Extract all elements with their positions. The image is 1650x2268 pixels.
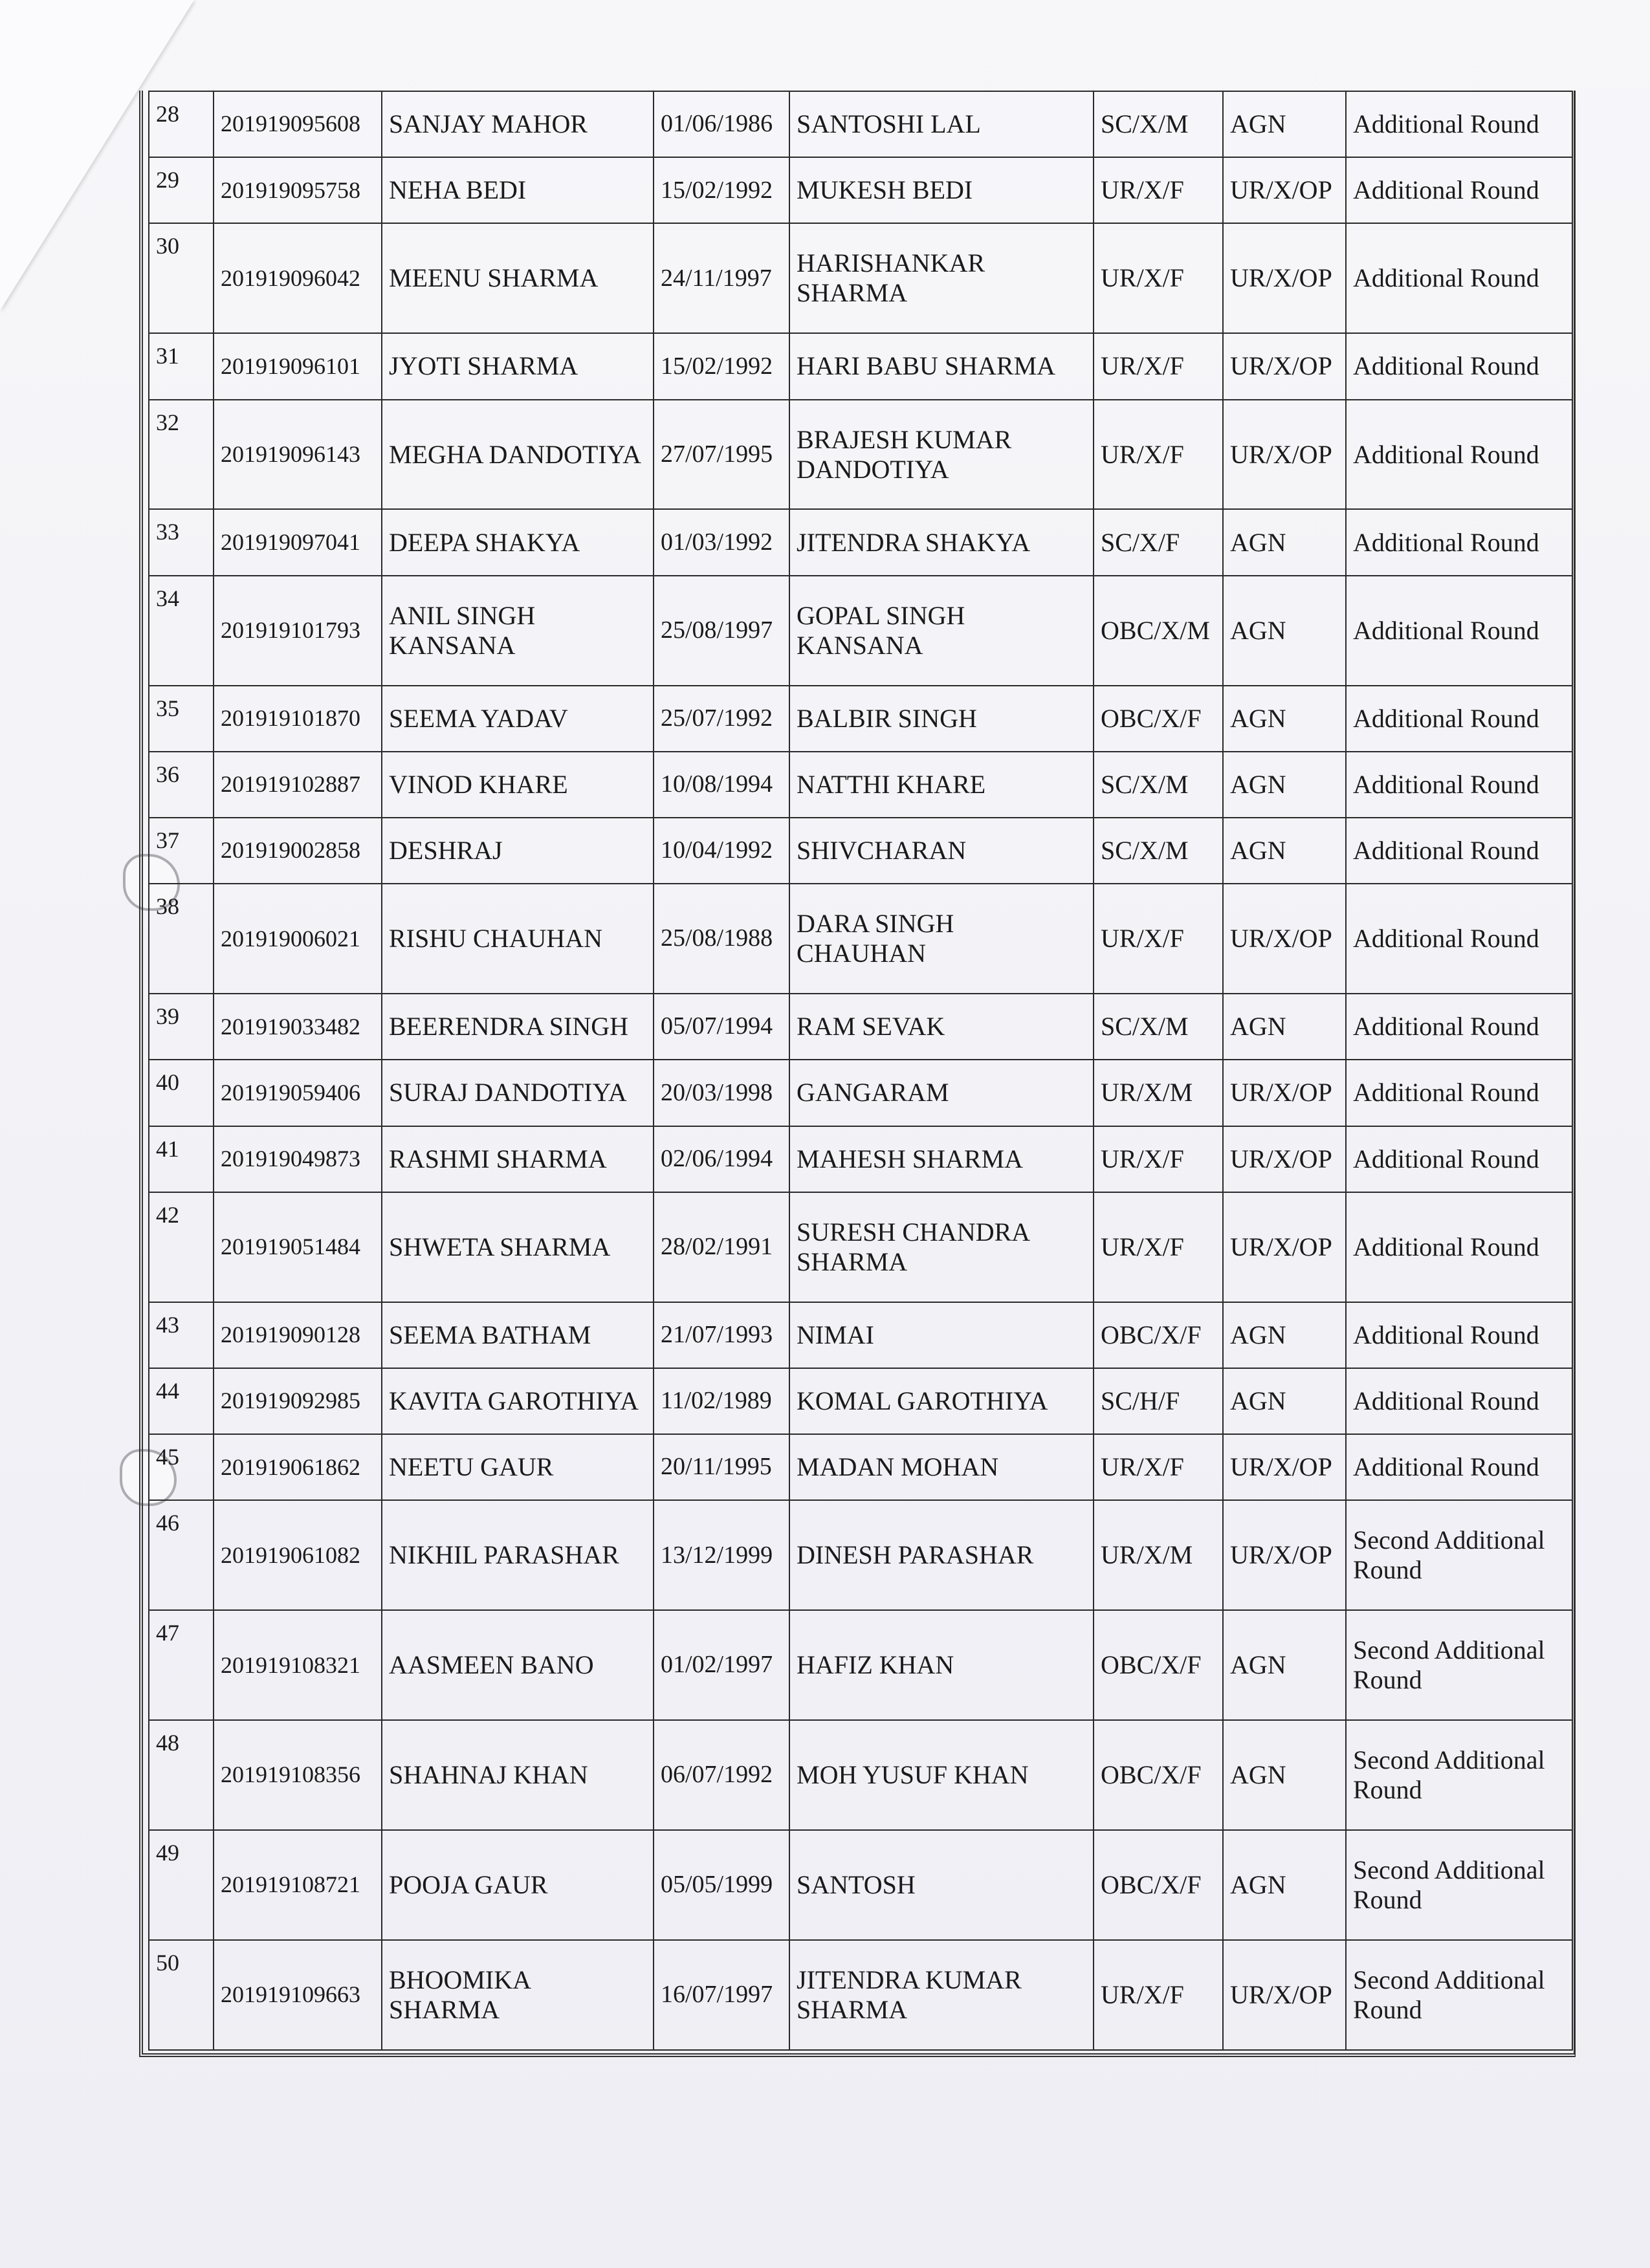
registration-number-cell: 201919090128 bbox=[214, 1302, 382, 1368]
round-cell: Additional Round bbox=[1346, 1434, 1572, 1500]
date-of-birth-cell: 28/02/1991 bbox=[654, 1192, 789, 1302]
category-cell: SC/X/M bbox=[1094, 994, 1223, 1060]
father-name-cell: NIMAI bbox=[789, 1302, 1094, 1368]
candidate-name-cell: SHAHNAJ KHAN bbox=[382, 1720, 654, 1830]
father-name-cell: HARI BABU SHARMA bbox=[789, 333, 1094, 399]
serial-number-cell: 37 bbox=[149, 818, 214, 884]
candidate-name-cell: SEEMA YADAV bbox=[382, 686, 654, 752]
date-of-birth-cell: 16/07/1997 bbox=[654, 1940, 789, 2050]
registration-number-cell: 201919102887 bbox=[214, 752, 382, 818]
candidate-name-cell: NIKHIL PARASHAR bbox=[382, 1500, 654, 1610]
category-cell: OBC/X/F bbox=[1094, 1302, 1223, 1368]
registration-number-cell: 201919108321 bbox=[214, 1610, 382, 1720]
round-cell: Additional Round bbox=[1346, 1192, 1572, 1302]
round-cell: Additional Round bbox=[1346, 509, 1572, 575]
quota-cell: UR/X/OP bbox=[1223, 1192, 1346, 1302]
father-name-cell: MAHESH SHARMA bbox=[789, 1126, 1094, 1192]
date-of-birth-cell: 20/03/1998 bbox=[654, 1060, 789, 1126]
round-cell: Second Additional Round bbox=[1346, 1500, 1572, 1610]
registration-number-cell: 201919101793 bbox=[214, 576, 382, 686]
quota-cell: AGN bbox=[1223, 1302, 1346, 1368]
date-of-birth-cell: 15/02/1992 bbox=[654, 157, 789, 223]
category-cell: UR/X/F bbox=[1094, 400, 1223, 510]
candidate-name-cell: DEEPA SHAKYA bbox=[382, 509, 654, 575]
candidate-name-cell: BHOOMIKA SHARMA bbox=[382, 1940, 654, 2050]
category-cell: UR/X/F bbox=[1094, 884, 1223, 994]
category-cell: SC/X/M bbox=[1094, 818, 1223, 884]
category-cell: SC/X/M bbox=[1094, 752, 1223, 818]
table-row bbox=[149, 994, 1572, 1060]
round-cell: Additional Round bbox=[1346, 576, 1572, 686]
father-name-cell: DARA SINGH CHAUHAN bbox=[789, 884, 1094, 994]
registration-number-cell: 201919092985 bbox=[214, 1368, 382, 1434]
category-cell: OBC/X/M bbox=[1094, 576, 1223, 686]
candidate-name-cell: SEEMA BATHAM bbox=[382, 1302, 654, 1368]
date-of-birth-cell: 06/07/1992 bbox=[654, 1720, 789, 1830]
serial-number-cell: 30 bbox=[149, 223, 214, 333]
registration-number-cell: 201919108721 bbox=[214, 1830, 382, 1940]
father-name-cell: SHIVCHARAN bbox=[789, 818, 1094, 884]
quota-cell: UR/X/OP bbox=[1223, 1126, 1346, 1192]
round-cell: Additional Round bbox=[1346, 686, 1572, 752]
category-cell: UR/X/M bbox=[1094, 1060, 1223, 1126]
registration-number-cell: 201919095608 bbox=[214, 91, 382, 157]
registration-number-cell: 201919096143 bbox=[214, 400, 382, 510]
category-cell: UR/X/F bbox=[1094, 1192, 1223, 1302]
registration-number-cell: 201919096101 bbox=[214, 333, 382, 399]
serial-number-cell: 44 bbox=[149, 1368, 214, 1434]
round-cell: Additional Round bbox=[1346, 818, 1572, 884]
table-row bbox=[149, 1940, 1572, 2050]
round-cell: Additional Round bbox=[1346, 400, 1572, 510]
candidate-table-body bbox=[149, 91, 1572, 2050]
date-of-birth-cell: 13/12/1999 bbox=[654, 1500, 789, 1610]
serial-number-cell: 42 bbox=[149, 1192, 214, 1302]
round-cell: Second Additional Round bbox=[1346, 1720, 1572, 1830]
date-of-birth-cell: 25/07/1992 bbox=[654, 686, 789, 752]
serial-number-cell: 49 bbox=[149, 1830, 214, 1940]
serial-number-cell: 32 bbox=[149, 400, 214, 510]
registration-number-cell: 201919061082 bbox=[214, 1500, 382, 1610]
date-of-birth-cell: 25/08/1988 bbox=[654, 884, 789, 994]
quota-cell: UR/X/OP bbox=[1223, 1434, 1346, 1500]
candidate-name-cell: KAVITA GAROTHIYA bbox=[382, 1368, 654, 1434]
father-name-cell: SANTOSH bbox=[789, 1830, 1094, 1940]
table-row bbox=[149, 509, 1572, 575]
serial-number-cell: 47 bbox=[149, 1610, 214, 1720]
registration-number-cell: 201919096042 bbox=[214, 223, 382, 333]
quota-cell: AGN bbox=[1223, 686, 1346, 752]
father-name-cell: SANTOSHI LAL bbox=[789, 91, 1094, 157]
round-cell: Additional Round bbox=[1346, 1060, 1572, 1126]
category-cell: UR/X/F bbox=[1094, 223, 1223, 333]
registration-number-cell: 201919033482 bbox=[214, 994, 382, 1060]
category-cell: OBC/X/F bbox=[1094, 1610, 1223, 1720]
round-cell: Second Additional Round bbox=[1346, 1610, 1572, 1720]
father-name-cell: MADAN MOHAN bbox=[789, 1434, 1094, 1500]
candidate-name-cell: SHWETA SHARMA bbox=[382, 1192, 654, 1302]
father-name-cell: HAFIZ KHAN bbox=[789, 1610, 1094, 1720]
date-of-birth-cell: 01/03/1992 bbox=[654, 509, 789, 575]
quota-cell: AGN bbox=[1223, 91, 1346, 157]
candidate-name-cell: SURAJ DANDOTIYA bbox=[382, 1060, 654, 1126]
father-name-cell: GANGARAM bbox=[789, 1060, 1094, 1126]
table-row bbox=[149, 1368, 1572, 1434]
serial-number-cell: 40 bbox=[149, 1060, 214, 1126]
date-of-birth-cell: 24/11/1997 bbox=[654, 223, 789, 333]
table-row bbox=[149, 576, 1572, 686]
serial-number-cell: 39 bbox=[149, 994, 214, 1060]
table-row bbox=[149, 1434, 1572, 1500]
registration-number-cell: 201919101870 bbox=[214, 686, 382, 752]
table-row bbox=[149, 333, 1572, 399]
date-of-birth-cell: 02/06/1994 bbox=[654, 1126, 789, 1192]
candidate-name-cell: RASHMI SHARMA bbox=[382, 1126, 654, 1192]
candidate-name-cell: VINOD KHARE bbox=[382, 752, 654, 818]
serial-number-cell: 41 bbox=[149, 1126, 214, 1192]
serial-number-cell: 45 bbox=[149, 1434, 214, 1500]
candidate-name-cell: MEENU SHARMA bbox=[382, 223, 654, 333]
category-cell: OBC/X/F bbox=[1094, 1830, 1223, 1940]
round-cell: Additional Round bbox=[1346, 157, 1572, 223]
father-name-cell: JITENDRA SHAKYA bbox=[789, 509, 1094, 575]
round-cell: Additional Round bbox=[1346, 91, 1572, 157]
table-row bbox=[149, 818, 1572, 884]
table-row bbox=[149, 752, 1572, 818]
candidate-name-cell: POOJA GAUR bbox=[382, 1830, 654, 1940]
category-cell: UR/X/F bbox=[1094, 1434, 1223, 1500]
category-cell: SC/H/F bbox=[1094, 1368, 1223, 1434]
table-row bbox=[149, 223, 1572, 333]
table-row bbox=[149, 1500, 1572, 1610]
round-cell: Additional Round bbox=[1346, 884, 1572, 994]
quota-cell: UR/X/OP bbox=[1223, 1500, 1346, 1610]
registration-number-cell: 201919109663 bbox=[214, 1940, 382, 2050]
round-cell: Additional Round bbox=[1346, 994, 1572, 1060]
table-row bbox=[149, 1060, 1572, 1126]
table-row bbox=[149, 1720, 1572, 1830]
registration-number-cell: 201919095758 bbox=[214, 157, 382, 223]
category-cell: UR/X/F bbox=[1094, 1126, 1223, 1192]
table-row bbox=[149, 1192, 1572, 1302]
candidate-name-cell: JYOTI SHARMA bbox=[382, 333, 654, 399]
round-cell: Additional Round bbox=[1346, 223, 1572, 333]
quota-cell: UR/X/OP bbox=[1223, 400, 1346, 510]
serial-number-cell: 48 bbox=[149, 1720, 214, 1830]
serial-number-cell: 28 bbox=[149, 91, 214, 157]
registration-number-cell: 201919059406 bbox=[214, 1060, 382, 1126]
candidate-name-cell: SANJAY MAHOR bbox=[382, 91, 654, 157]
candidate-name-cell: AASMEEN BANO bbox=[382, 1610, 654, 1720]
father-name-cell: GOPAL SINGH KANSANA bbox=[789, 576, 1094, 686]
table-row bbox=[149, 1830, 1572, 1940]
round-cell: Additional Round bbox=[1346, 752, 1572, 818]
table-frame bbox=[139, 91, 1576, 2057]
category-cell: OBC/X/F bbox=[1094, 1720, 1223, 1830]
father-name-cell: BRAJESH KUMAR DANDOTIYA bbox=[789, 400, 1094, 510]
date-of-birth-cell: 15/02/1992 bbox=[654, 333, 789, 399]
table-row bbox=[149, 1302, 1572, 1368]
round-cell: Second Additional Round bbox=[1346, 1940, 1572, 2050]
date-of-birth-cell: 11/02/1989 bbox=[654, 1368, 789, 1434]
serial-number-cell: 33 bbox=[149, 509, 214, 575]
quota-cell: AGN bbox=[1223, 994, 1346, 1060]
quota-cell: UR/X/OP bbox=[1223, 1060, 1346, 1126]
candidate-name-cell: NEHA BEDI bbox=[382, 157, 654, 223]
serial-number-cell: 38 bbox=[149, 884, 214, 994]
registration-number-cell: 201919097041 bbox=[214, 509, 382, 575]
quota-cell: UR/X/OP bbox=[1223, 333, 1346, 399]
serial-number-cell: 29 bbox=[149, 157, 214, 223]
table-row bbox=[149, 157, 1572, 223]
registration-number-cell: 201919002858 bbox=[214, 818, 382, 884]
date-of-birth-cell: 01/06/1986 bbox=[654, 91, 789, 157]
quota-cell: AGN bbox=[1223, 1610, 1346, 1720]
serial-number-cell: 36 bbox=[149, 752, 214, 818]
category-cell: SC/X/M bbox=[1094, 91, 1223, 157]
category-cell: OBC/X/F bbox=[1094, 686, 1223, 752]
candidate-name-cell: ANIL SINGH KANSANA bbox=[382, 576, 654, 686]
serial-number-cell: 31 bbox=[149, 333, 214, 399]
father-name-cell: RAM SEVAK bbox=[789, 994, 1094, 1060]
table-row bbox=[149, 884, 1572, 994]
quota-cell: AGN bbox=[1223, 1368, 1346, 1434]
quota-cell: UR/X/OP bbox=[1223, 884, 1346, 994]
table-row bbox=[149, 686, 1572, 752]
candidate-name-cell: BEERENDRA SINGH bbox=[382, 994, 654, 1060]
registration-number-cell: 201919108356 bbox=[214, 1720, 382, 1830]
father-name-cell: MOH YUSUF KHAN bbox=[789, 1720, 1094, 1830]
candidate-name-cell: RISHU CHAUHAN bbox=[382, 884, 654, 994]
round-cell: Additional Round bbox=[1346, 333, 1572, 399]
date-of-birth-cell: 01/02/1997 bbox=[654, 1610, 789, 1720]
date-of-birth-cell: 20/11/1995 bbox=[654, 1434, 789, 1500]
serial-number-cell: 50 bbox=[149, 1940, 214, 2050]
father-name-cell: DINESH PARASHAR bbox=[789, 1500, 1094, 1610]
quota-cell: UR/X/OP bbox=[1223, 1940, 1346, 2050]
registration-number-cell: 201919051484 bbox=[214, 1192, 382, 1302]
category-cell: SC/X/F bbox=[1094, 509, 1223, 575]
date-of-birth-cell: 05/05/1999 bbox=[654, 1830, 789, 1940]
category-cell: UR/X/F bbox=[1094, 333, 1223, 399]
round-cell: Additional Round bbox=[1346, 1368, 1572, 1434]
quota-cell: AGN bbox=[1223, 752, 1346, 818]
father-name-cell: JITENDRA KUMAR SHARMA bbox=[789, 1940, 1094, 2050]
table-row bbox=[149, 400, 1572, 510]
father-name-cell: KOMAL GAROTHIYA bbox=[789, 1368, 1094, 1434]
candidate-name-cell: MEGHA DANDOTIYA bbox=[382, 400, 654, 510]
serial-number-cell: 46 bbox=[149, 1500, 214, 1610]
registration-number-cell: 201919049873 bbox=[214, 1126, 382, 1192]
father-name-cell: BALBIR SINGH bbox=[789, 686, 1094, 752]
father-name-cell: NATTHI KHARE bbox=[789, 752, 1094, 818]
quota-cell: AGN bbox=[1223, 818, 1346, 884]
category-cell: UR/X/F bbox=[1094, 1940, 1223, 2050]
date-of-birth-cell: 05/07/1994 bbox=[654, 994, 789, 1060]
candidate-name-cell: NEETU GAUR bbox=[382, 1434, 654, 1500]
candidate-table bbox=[148, 91, 1573, 2051]
category-cell: UR/X/M bbox=[1094, 1500, 1223, 1610]
father-name-cell: SURESH CHANDRA SHARMA bbox=[789, 1192, 1094, 1302]
date-of-birth-cell: 27/07/1995 bbox=[654, 400, 789, 510]
round-cell: Additional Round bbox=[1346, 1126, 1572, 1192]
serial-number-cell: 35 bbox=[149, 686, 214, 752]
serial-number-cell: 34 bbox=[149, 576, 214, 686]
date-of-birth-cell: 21/07/1993 bbox=[654, 1302, 789, 1368]
father-name-cell: MUKESH BEDI bbox=[789, 157, 1094, 223]
date-of-birth-cell: 10/04/1992 bbox=[654, 818, 789, 884]
quota-cell: UR/X/OP bbox=[1223, 157, 1346, 223]
serial-number-cell: 43 bbox=[149, 1302, 214, 1368]
category-cell: UR/X/F bbox=[1094, 157, 1223, 223]
date-of-birth-cell: 25/08/1997 bbox=[654, 576, 789, 686]
quota-cell: AGN bbox=[1223, 576, 1346, 686]
quota-cell: AGN bbox=[1223, 1720, 1346, 1830]
father-name-cell: HARISHANKAR SHARMA bbox=[789, 223, 1094, 333]
round-cell: Additional Round bbox=[1346, 1302, 1572, 1368]
quota-cell: AGN bbox=[1223, 1830, 1346, 1940]
table-row bbox=[149, 91, 1572, 157]
round-cell: Second Additional Round bbox=[1346, 1830, 1572, 1940]
registration-number-cell: 201919006021 bbox=[214, 884, 382, 994]
table-row bbox=[149, 1610, 1572, 1720]
registration-number-cell: 201919061862 bbox=[214, 1434, 382, 1500]
quota-cell: UR/X/OP bbox=[1223, 223, 1346, 333]
candidate-name-cell: DESHRAJ bbox=[382, 818, 654, 884]
table-row bbox=[149, 1126, 1572, 1192]
date-of-birth-cell: 10/08/1994 bbox=[654, 752, 789, 818]
quota-cell: AGN bbox=[1223, 509, 1346, 575]
